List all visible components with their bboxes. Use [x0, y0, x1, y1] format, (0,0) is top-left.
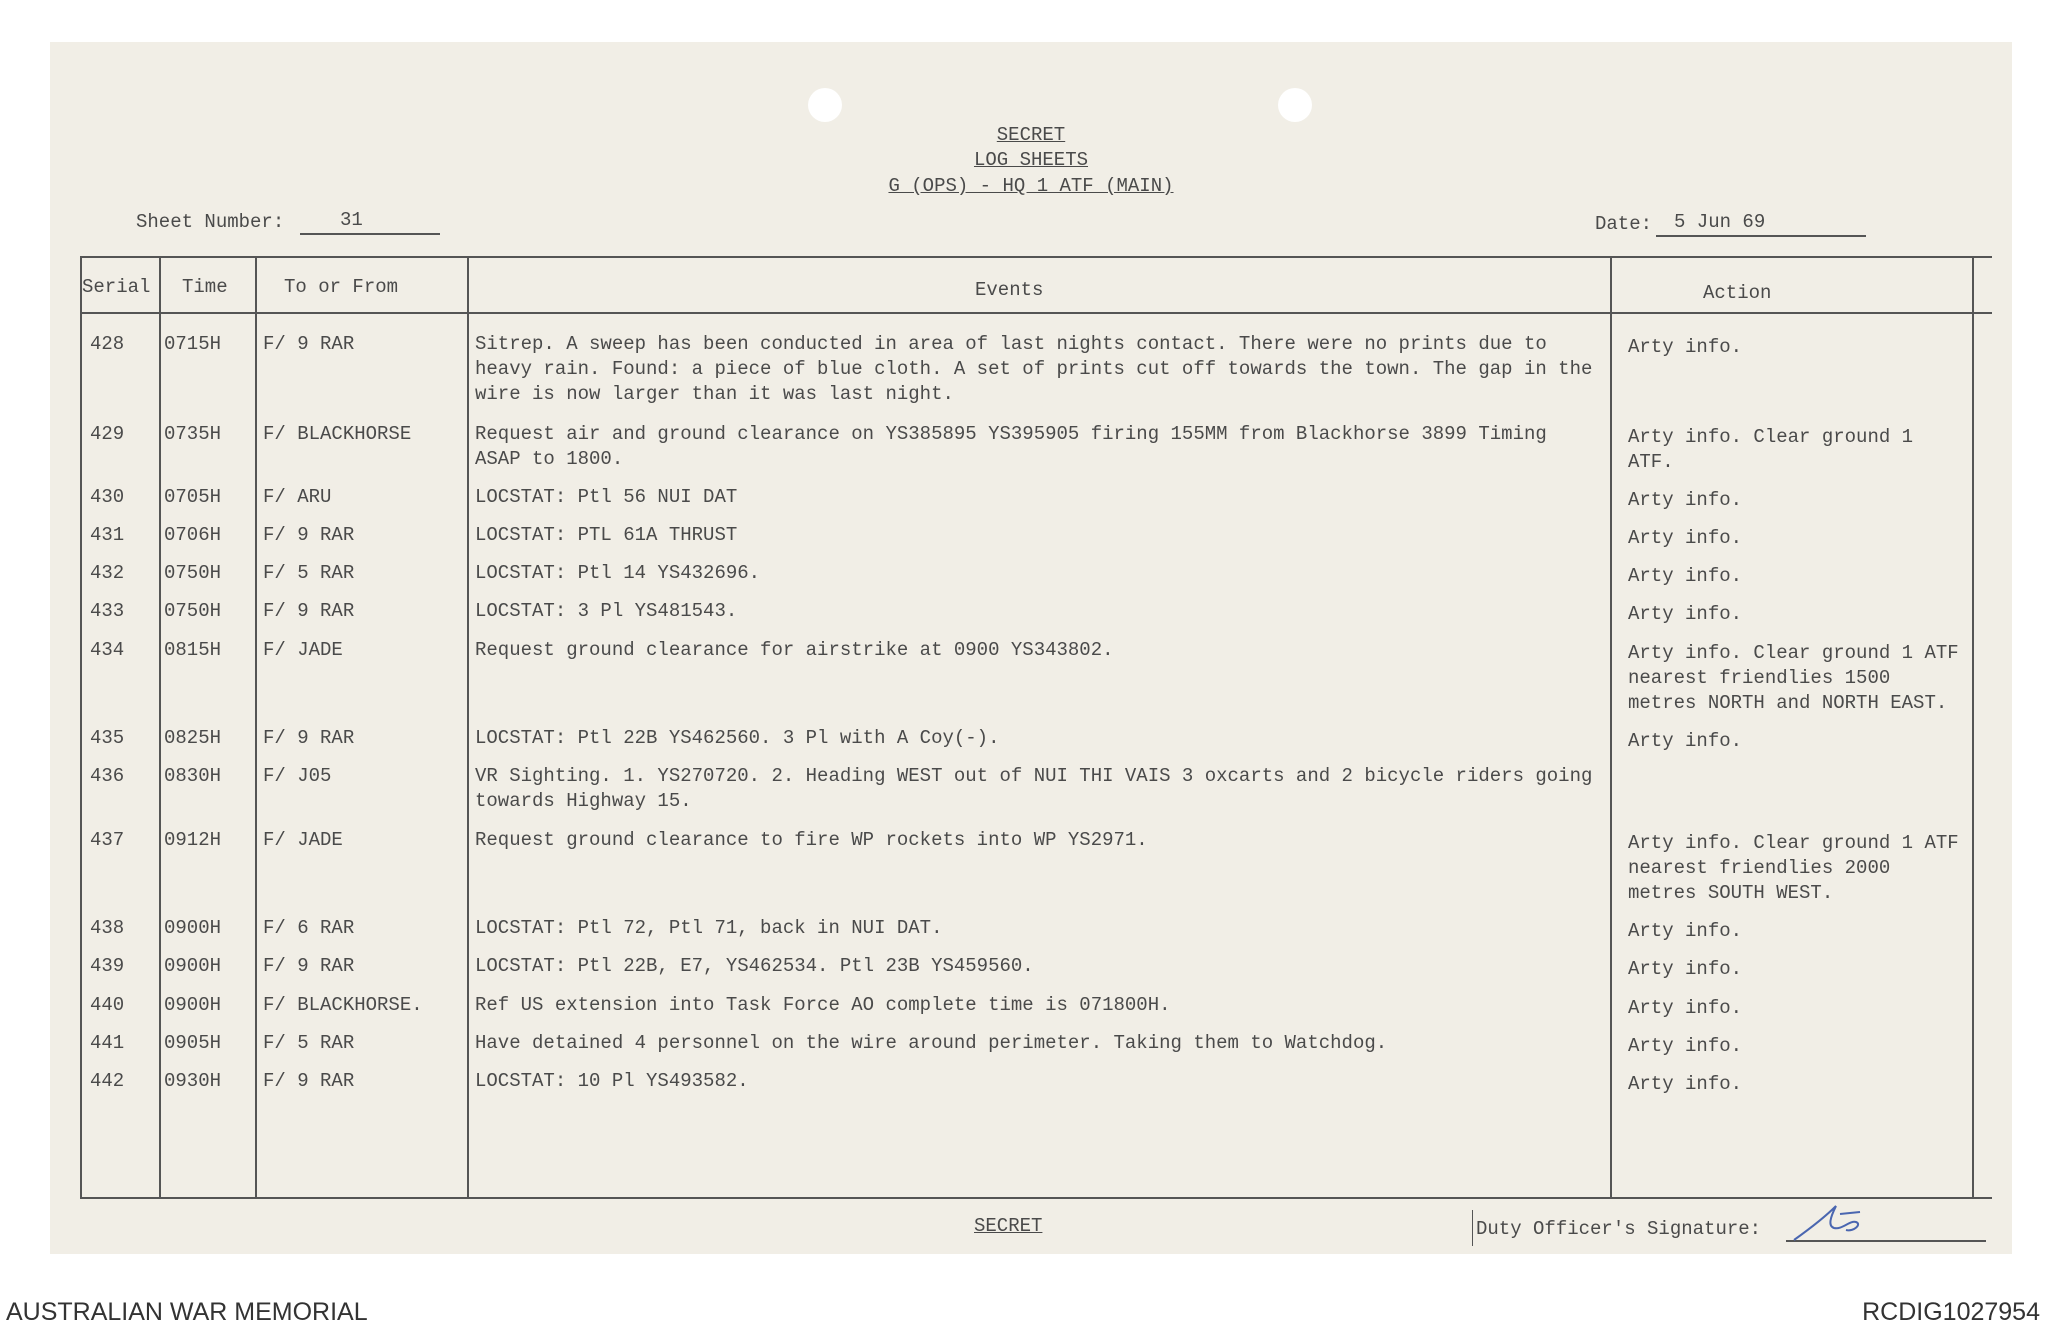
table-top-rule	[80, 256, 1992, 258]
time-cell: 0900H	[164, 994, 222, 1016]
header-time: Time	[182, 276, 228, 298]
archive-caption: AUSTRALIAN WAR MEMORIAL	[6, 1298, 368, 1326]
time-cell: 0706H	[164, 524, 222, 546]
action-cell: Arty info.	[1628, 1073, 1743, 1095]
action-cell: Arty info.	[1628, 997, 1743, 1019]
serial-cell: 429	[90, 423, 125, 445]
time-cell: 0900H	[164, 955, 222, 977]
date-value: 5 Jun 69	[1656, 210, 1866, 237]
footer-classification: SECRET	[974, 1215, 1043, 1237]
time-cell: 0905H	[164, 1032, 222, 1054]
signature-label: Duty Officer's Signature:	[1476, 1218, 1762, 1240]
time-cell: 0715H	[164, 333, 222, 355]
action-cell: Arty info.	[1628, 1035, 1743, 1057]
to-from-cell: F/ 6 RAR	[263, 917, 355, 939]
column-rule-time	[255, 256, 257, 1199]
time-cell: 0705H	[164, 486, 222, 508]
log-sheet-paper	[50, 42, 2012, 1254]
classification-heading: SECRET	[996, 124, 1066, 146]
event-cell: Request ground clearance for airstrike at 0900 YS343802.	[475, 639, 1114, 661]
serial-cell: 428	[90, 333, 125, 355]
to-from-cell: F/ 9 RAR	[263, 727, 355, 749]
unit-heading: G (OPS) - HQ 1 ATF (MAIN)	[888, 175, 1174, 197]
action-cell: Arty info. Clear ground 1 ATF nearest friendlies 2000 metres SOUTH WEST.	[1628, 832, 1959, 904]
time-cell: 0900H	[164, 917, 222, 939]
table-header-rule	[80, 312, 1992, 314]
serial-cell: 439	[90, 955, 125, 977]
event-cell: LOCSTAT: PTL 61A THRUST	[475, 524, 738, 546]
serial-cell: 432	[90, 562, 125, 584]
event-cell: Sitrep. A sweep has been conducted in area of last nights contact. There were no prints due to heavy rain. Found: a piece of blue cloth. A set of prints cut off towards the town. The gap in the wire is now larger than it was last night.	[475, 333, 1593, 405]
header-action: Action	[1703, 282, 1772, 304]
to-from-cell: F/ 9 RAR	[263, 524, 355, 546]
time-cell: 0912H	[164, 829, 222, 851]
event-cell: Request air and ground clearance on YS385895 YS395905 firing 155MM from Blackhorse 3899 Timing ASAP to 1800.	[475, 423, 1547, 470]
to-from-cell: F/ 5 RAR	[263, 1032, 355, 1054]
action-cell: Arty info.	[1628, 565, 1743, 587]
to-from-cell: F/ 9 RAR	[263, 600, 355, 622]
time-cell: 0825H	[164, 727, 222, 749]
serial-cell: 435	[90, 727, 125, 749]
action-cell: Arty info.	[1628, 958, 1743, 980]
header-to-from: To or From	[284, 276, 399, 298]
event-cell: Request ground clearance to fire WP rockets into WP YS2971.	[475, 829, 1148, 851]
serial-cell: 437	[90, 829, 125, 851]
event-cell: Have detained 4 personnel on the wire around perimeter. Taking them to Watchdog.	[475, 1032, 1388, 1054]
to-from-cell: F/ BLACKHORSE.	[263, 994, 423, 1016]
to-from-cell: F/ J05	[263, 765, 332, 787]
serial-cell: 434	[90, 639, 125, 661]
action-cell: Arty info.	[1628, 489, 1743, 511]
serial-cell: 431	[90, 524, 125, 546]
archive-id: RCDIG1027954	[1862, 1298, 2040, 1326]
sheet-number-label: Sheet Number:	[136, 211, 285, 233]
serial-cell: 442	[90, 1070, 125, 1092]
table-bottom-rule	[80, 1197, 1992, 1199]
time-cell: 0930H	[164, 1070, 222, 1092]
event-cell: LOCSTAT: 3 Pl YS481543.	[475, 600, 738, 622]
time-cell: 0750H	[164, 600, 222, 622]
signature-divider	[1472, 1210, 1473, 1246]
column-rule-events	[1610, 256, 1612, 1199]
event-cell: LOCSTAT: Ptl 72, Ptl 71, back in NUI DAT.	[475, 917, 943, 939]
to-from-cell: F/ BLACKHORSE	[263, 423, 412, 445]
serial-cell: 433	[90, 600, 125, 622]
serial-cell: 441	[90, 1032, 125, 1054]
to-from-cell: F/ JADE	[263, 639, 343, 661]
date-label: Date:	[1595, 213, 1653, 235]
event-cell: LOCSTAT: Ptl 14 YS432696.	[475, 562, 761, 584]
serial-cell: 438	[90, 917, 125, 939]
event-cell: LOCSTAT: Ptl 56 NUI DAT	[475, 486, 738, 508]
event-cell: LOCSTAT: Ptl 22B, E7, YS462534. Ptl 23B YS459560.	[475, 955, 1034, 977]
to-from-cell: F/ 5 RAR	[263, 562, 355, 584]
action-cell: Arty info. Clear ground 1 ATF.	[1628, 426, 1914, 473]
action-cell: Arty info.	[1628, 336, 1743, 358]
column-rule-serial	[159, 256, 161, 1199]
header-events: Events	[975, 279, 1044, 301]
action-cell: Arty info.	[1628, 527, 1743, 549]
event-cell: VR Sighting. 1. YS270720. 2. Heading WEST out of NUI THI VAIS 3 oxcarts and 2 bicycle riders going towards Highway 15.	[475, 765, 1593, 812]
event-cell: LOCSTAT: Ptl 22B YS462560. 3 Pl with A Coy(-).	[475, 727, 1000, 749]
time-cell: 0830H	[164, 765, 222, 787]
time-cell: 0815H	[164, 639, 222, 661]
serial-cell: 430	[90, 486, 125, 508]
action-cell: Arty info.	[1628, 730, 1743, 752]
header-serial: Serial	[82, 276, 151, 298]
action-cell: Arty info. Clear ground 1 ATF nearest friendlies 1500 metres NORTH and NORTH EAST.	[1628, 642, 1959, 714]
column-rule-left	[80, 256, 82, 1199]
action-cell: Arty info.	[1628, 603, 1743, 625]
punch-hole-left	[808, 88, 842, 122]
event-cell: LOCSTAT: 10 Pl YS493582.	[475, 1070, 749, 1092]
time-cell: 0750H	[164, 562, 222, 584]
to-from-cell: F/ JADE	[263, 829, 343, 851]
serial-cell: 440	[90, 994, 125, 1016]
punch-hole-right	[1278, 88, 1312, 122]
serial-cell: 436	[90, 765, 125, 787]
to-from-cell: F/ ARU	[263, 486, 332, 508]
event-cell: Ref US extension into Task Force AO complete time is 071800H.	[475, 994, 1171, 1016]
column-rule-right	[1972, 256, 1974, 1199]
signature-mark	[1790, 1200, 1880, 1244]
to-from-cell: F/ 9 RAR	[263, 1070, 355, 1092]
time-cell: 0735H	[164, 423, 222, 445]
document-subtitle: LOG SHEETS	[973, 149, 1089, 171]
action-cell: Arty info.	[1628, 920, 1743, 942]
column-rule-tofrom	[467, 256, 469, 1199]
to-from-cell: F/ 9 RAR	[263, 333, 355, 355]
sheet-number-value: 31	[300, 208, 440, 235]
to-from-cell: F/ 9 RAR	[263, 955, 355, 977]
